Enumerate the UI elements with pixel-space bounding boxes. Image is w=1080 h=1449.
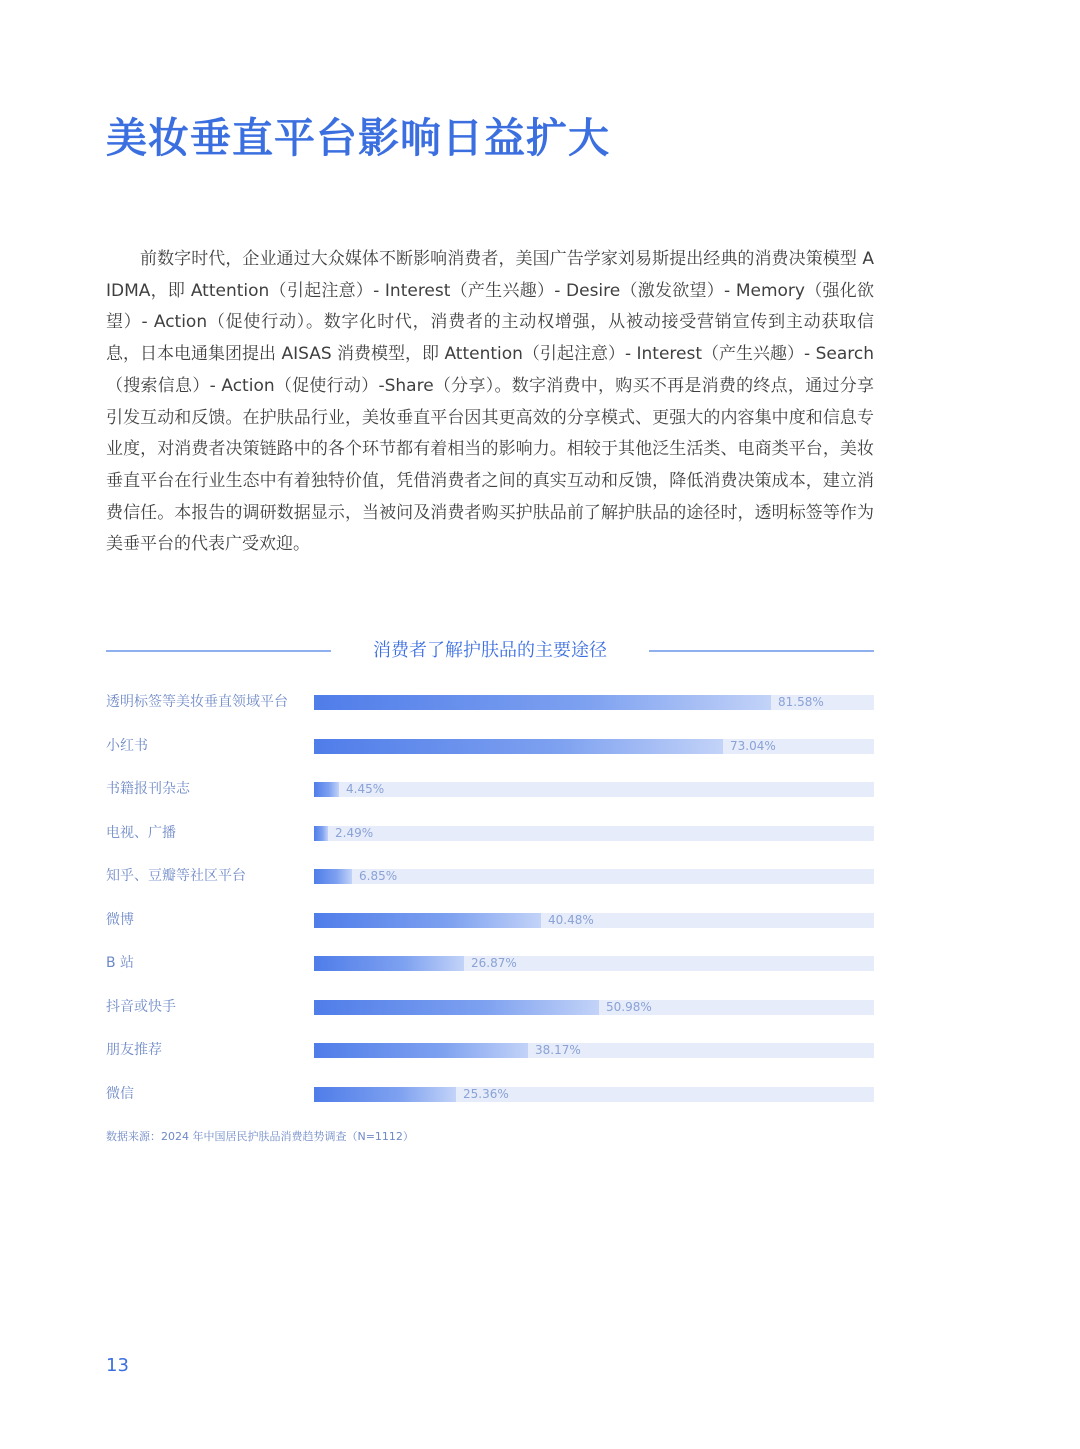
bar xyxy=(314,695,771,710)
bar-track xyxy=(314,956,874,971)
bar-track xyxy=(314,826,874,841)
chart-header xyxy=(106,636,874,666)
bar-chart xyxy=(106,688,874,1123)
category-label: 微博 xyxy=(106,911,134,928)
bar-value-label: 40.48% xyxy=(548,912,594,927)
bar-track xyxy=(314,1087,874,1102)
bar-track xyxy=(314,782,874,797)
chart-header-line-right xyxy=(649,650,874,652)
bar-track xyxy=(314,1043,874,1058)
bar xyxy=(314,1043,528,1058)
category-label: 微信 xyxy=(106,1085,134,1102)
chart-row xyxy=(106,732,874,776)
chart-row xyxy=(106,819,874,863)
bar-track xyxy=(314,913,874,928)
bar xyxy=(314,869,352,884)
bar xyxy=(314,739,723,754)
category-label: 书籍报刊杂志 xyxy=(106,781,190,797)
bar xyxy=(314,956,464,971)
data-source-note: 数据来源：2024 年中国居民护肤品消费趋势调查（N=1112） xyxy=(106,1130,414,1143)
bar xyxy=(314,826,328,841)
chart-row xyxy=(106,688,874,732)
category-label: 朋友推荐 xyxy=(106,1042,162,1058)
category-label: 小红书 xyxy=(106,737,148,754)
bar-track xyxy=(314,695,874,710)
bar-value-label: 81.58% xyxy=(778,695,824,709)
bar-value-label: 25.36% xyxy=(463,1086,509,1101)
category-label: 电视、广播 xyxy=(106,824,176,841)
chart-row xyxy=(106,949,874,993)
category-label: 知乎、豆瓣等社区平台 xyxy=(106,868,246,884)
bar-value-label: 26.87% xyxy=(471,956,517,970)
chart-row xyxy=(106,1036,874,1080)
category-label: B 站 xyxy=(106,955,135,971)
page-number: 13 xyxy=(106,1355,129,1376)
chart-row xyxy=(106,775,874,819)
bar-value-label: 6.85% xyxy=(359,869,398,883)
chart-row xyxy=(106,862,874,906)
bar-value-label: 50.98% xyxy=(606,999,652,1014)
category-label: 透明标签等美妆垂直领域平台 xyxy=(106,694,288,710)
bar xyxy=(314,1000,599,1015)
bar-track xyxy=(314,739,874,754)
body-paragraph: 前数字时代，企业通过大众媒体不断影响消费者，美国广告学家刘易斯提出经典的消费决策模型 AIDMA，即 Attention（引起注意）- Interest（产生兴趣）- Desire（激发欲望）- Memory（强化欲望）- Action（促使行动）。数字化时代，消费者的主动权增强，从被动接受营销宣传到主动获取信息，日本电通集团提出 AISAS 消费模型，即 Attention（引起注意）- Interest（产生兴趣）- Search（搜索信息）- Action（促使行动）-Share（分享）。数字消费中，购买不再是消费的终点，通过分享引发互动和反馈。在护肤品行业，美妆垂直平台因其更高效的分享模式、更强大的内容集中度和信息专业度，对消费者决策链路中的各个环节都有着相当的影响力。相较于其他泛生活类、电商类平台，美妆垂直平台在行业生态中有着独特价值，凭借消费者之间的真实互动和反馈，降低消费决策成本，建立消费信任。本报告的调研数据显示，当被问及消费者购买护肤品前了解护肤品的途径时，透明标签等作为美垂平台的代表广受欢迎。 xyxy=(106,249,874,555)
bar-track xyxy=(314,1000,874,1015)
bar-value-label: 38.17% xyxy=(535,1043,581,1057)
chart-title: 消费者了解护肤品的主要途径 xyxy=(373,640,607,661)
bar xyxy=(314,782,339,797)
chart-row xyxy=(106,993,874,1037)
bar-value-label: 4.45% xyxy=(346,782,385,796)
bar-track xyxy=(314,869,874,884)
page-title: 美妆垂直平台影响日益扩大 xyxy=(106,114,610,162)
bar-value-label: 73.04% xyxy=(730,738,776,753)
bar-value-label: 2.49% xyxy=(335,825,374,840)
bar xyxy=(314,1087,456,1102)
chart-row xyxy=(106,906,874,950)
bar xyxy=(314,913,541,928)
chart-row xyxy=(106,1080,874,1124)
category-label: 抖音或快手 xyxy=(106,998,176,1015)
